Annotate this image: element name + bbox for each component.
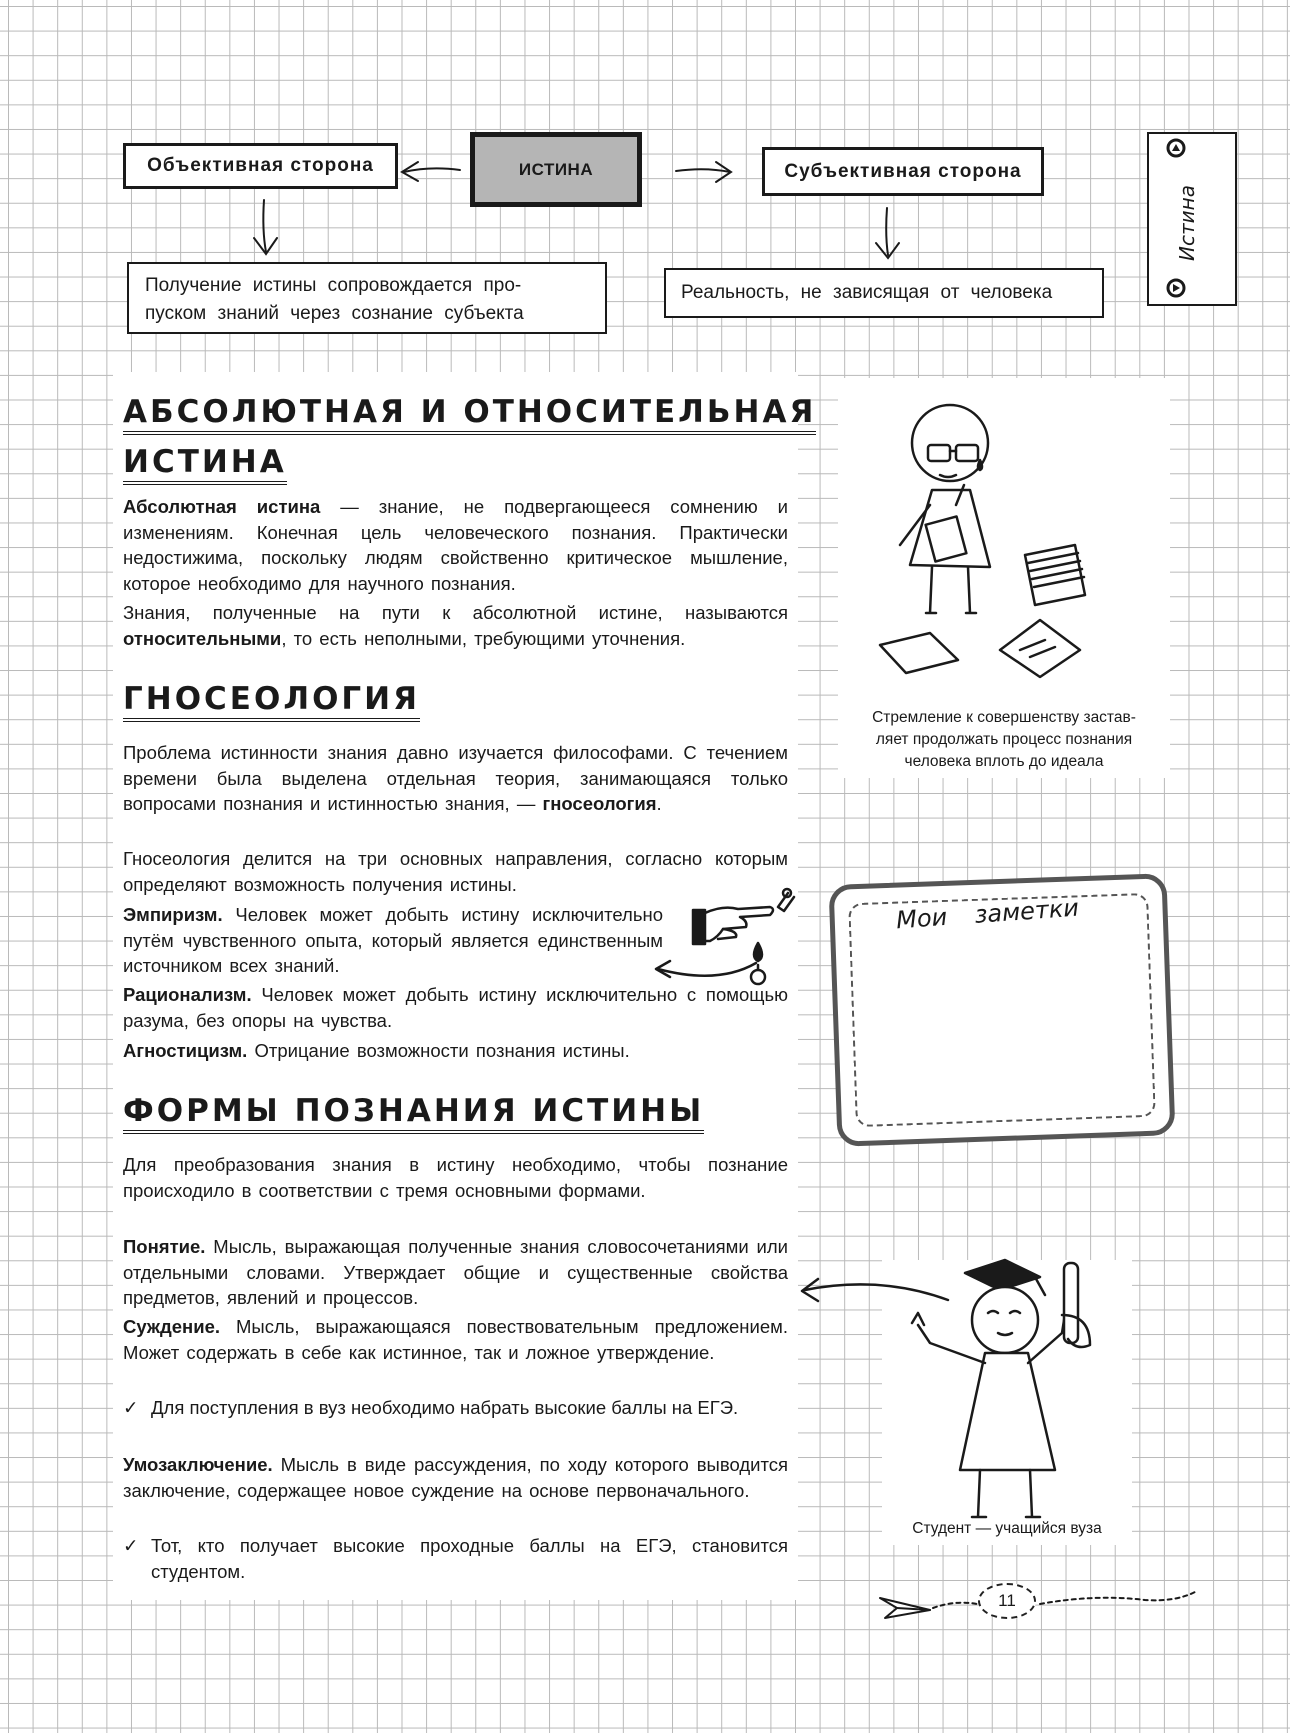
arrow-down-left: [263, 200, 266, 252]
section-tab-label: Истина: [1175, 185, 1199, 261]
pointer-arrow: [805, 1284, 948, 1300]
section3-heading: [123, 1092, 704, 1142]
gnoseology-intro-end: .: [656, 793, 662, 814]
student-papers-illustration: [870, 395, 1130, 685]
scheme-arrows: [0, 0, 1290, 360]
page-number-text: 11: [998, 1591, 1016, 1610]
sidebar-caption-1: [838, 707, 1170, 773]
gnoseology-term: гносеология: [542, 793, 657, 814]
section3-intro: [123, 1152, 788, 1203]
caption2-text: Студент — учащийся вуза: [912, 1520, 1102, 1537]
concept-text: Мысль, выражающая полученные знания словосочетаниями или отдельными словами. Утверждает общие и существенные свойства предметов, явлений и процессов.: [123, 1236, 788, 1308]
page-number: [978, 1583, 1036, 1619]
inference-paragraph: [123, 1452, 788, 1503]
gnoseology-intro-text: Проблема истинности знания давно изучается философами. С течением времени была выделена отдельная теория, занимающаяся только вопросами познания и истинностью знания, —: [123, 742, 788, 814]
check-mark-icon: ✓: [123, 1397, 139, 1418]
paper-plane-icon: [875, 1588, 1235, 1628]
agnosticism-text: Отрицание возможности познания истины.: [247, 1040, 630, 1061]
judgement-paragraph: [123, 1314, 788, 1365]
inference-text: Мысль в виде рассуждения, по ходу которого выводится заключение, содержащее новое суждение на основе первоначального.: [123, 1454, 788, 1501]
section2-heading: [123, 680, 420, 730]
section1-heading-line1: АБСОЛЮТНАЯ И ОТНОСИТЕЛЬНАЯ: [123, 393, 816, 435]
empiricism-term: Эмпиризм.: [123, 904, 223, 925]
inference-example: [123, 1533, 788, 1584]
relative-term: относительными: [123, 627, 282, 649]
judgement-example-text: Для поступления в вуз необходимо набрать высокие баллы на ЕГЭ.: [151, 1397, 739, 1418]
graduate-student-illustration: [800, 1255, 1130, 1535]
judgement-example: [123, 1395, 788, 1421]
judgement-text: Мысль, выражающаяся повествовательным предложением. Может содержать в себе как истинное, так и ложное утверждение.: [123, 1316, 788, 1363]
rationalism-term: Рационализм.: [123, 984, 252, 1005]
section2-heading-text: ГНОСЕОЛОГИЯ: [123, 680, 420, 722]
check-mark-icon: ✓: [123, 1535, 139, 1556]
inference-example-text: Тот, кто получает высокие проходные баллы на ЕГЭ, становится студентом.: [151, 1535, 788, 1582]
scheme-subjective-label: Субъективная сторона: [784, 160, 1022, 182]
section1-heading-line2: ИСТИНА: [123, 443, 287, 485]
rationalism-text: Человек может добыть истину исключительно с помощью разума, без опоры на чувства.: [123, 984, 788, 1031]
section1-heading: [123, 393, 816, 493]
relative-text-b: , то есть неполными, требующими уточнения.: [281, 627, 686, 649]
caption1-line2: ляет продолжать процесс познания: [875, 731, 1133, 748]
notes-title: Мои заметки: [895, 893, 1080, 935]
section1-paragraph1: [123, 494, 788, 596]
caption1-line1: Стремление к совершенству застав-: [872, 709, 1136, 726]
rationalism-paragraph: [123, 982, 788, 1033]
empiricism-paragraph: [123, 902, 663, 979]
scheme-objective-label: Объективная сторона: [147, 155, 374, 176]
agnosticism-term: Агностицизм.: [123, 1040, 248, 1061]
empiricism-text: Человек может добыть истину исключительно путём чувственного опыта, который является единственным источником всех знаний.: [123, 904, 663, 976]
notes-frame-dashed-border: [848, 893, 1156, 1127]
agnosticism-paragraph: [123, 1038, 788, 1064]
caption1-line3: человека вплоть до идеала: [904, 753, 1104, 770]
pointing-hand-icon: [598, 885, 798, 995]
gnoseology-directions-text: Гносеология делится на три основных направления, согласно которым определяют возможность получения истины.: [123, 848, 788, 895]
arrow-left: [404, 168, 460, 172]
judgement-term: Суждение.: [123, 1316, 220, 1337]
relative-text-a: Знания, полученные на пути к абсолютной истине, называются: [123, 602, 788, 623]
sidebar-caption-2: [882, 1518, 1132, 1540]
section1-paragraph2: [123, 600, 788, 651]
concept-paragraph: [123, 1234, 788, 1311]
concept-term: Понятие.: [123, 1236, 206, 1257]
forms-intro-text: Для преобразования знания в истину необходимо, чтобы познание происходило в соответствии с тремя основными формами.: [123, 1154, 788, 1201]
section2-paragraph1: [123, 740, 788, 817]
arrow-right: [676, 169, 730, 172]
scheme-truth-label: ИСТИНА: [518, 159, 594, 179]
scheme-objective-text-line1: Получение истины сопровождается про-: [145, 275, 522, 296]
absolute-truth-term: Абсолютная истина: [123, 496, 321, 517]
absolute-truth-text: — знание, не подвергающееся сомнению и изменениям. Конечная цель человеческого познания. Практически недостижима, поскольку людям свойственно критическое мышление, которое необходимо для научного познания.: [123, 496, 788, 594]
arrow-down-right: [886, 208, 888, 255]
scheme-objective-text-line2: пуском знаний через сознание субъекта: [145, 303, 524, 324]
section-tab-label-wrap: [1157, 178, 1217, 268]
scheme-subjective-text-label: Реальность, не зависящая от человека: [681, 282, 1053, 303]
inference-term: Умозаключение.: [123, 1454, 273, 1475]
section3-heading-text: ФОРМЫ ПОЗНАНИЯ ИСТИНЫ: [123, 1092, 704, 1134]
